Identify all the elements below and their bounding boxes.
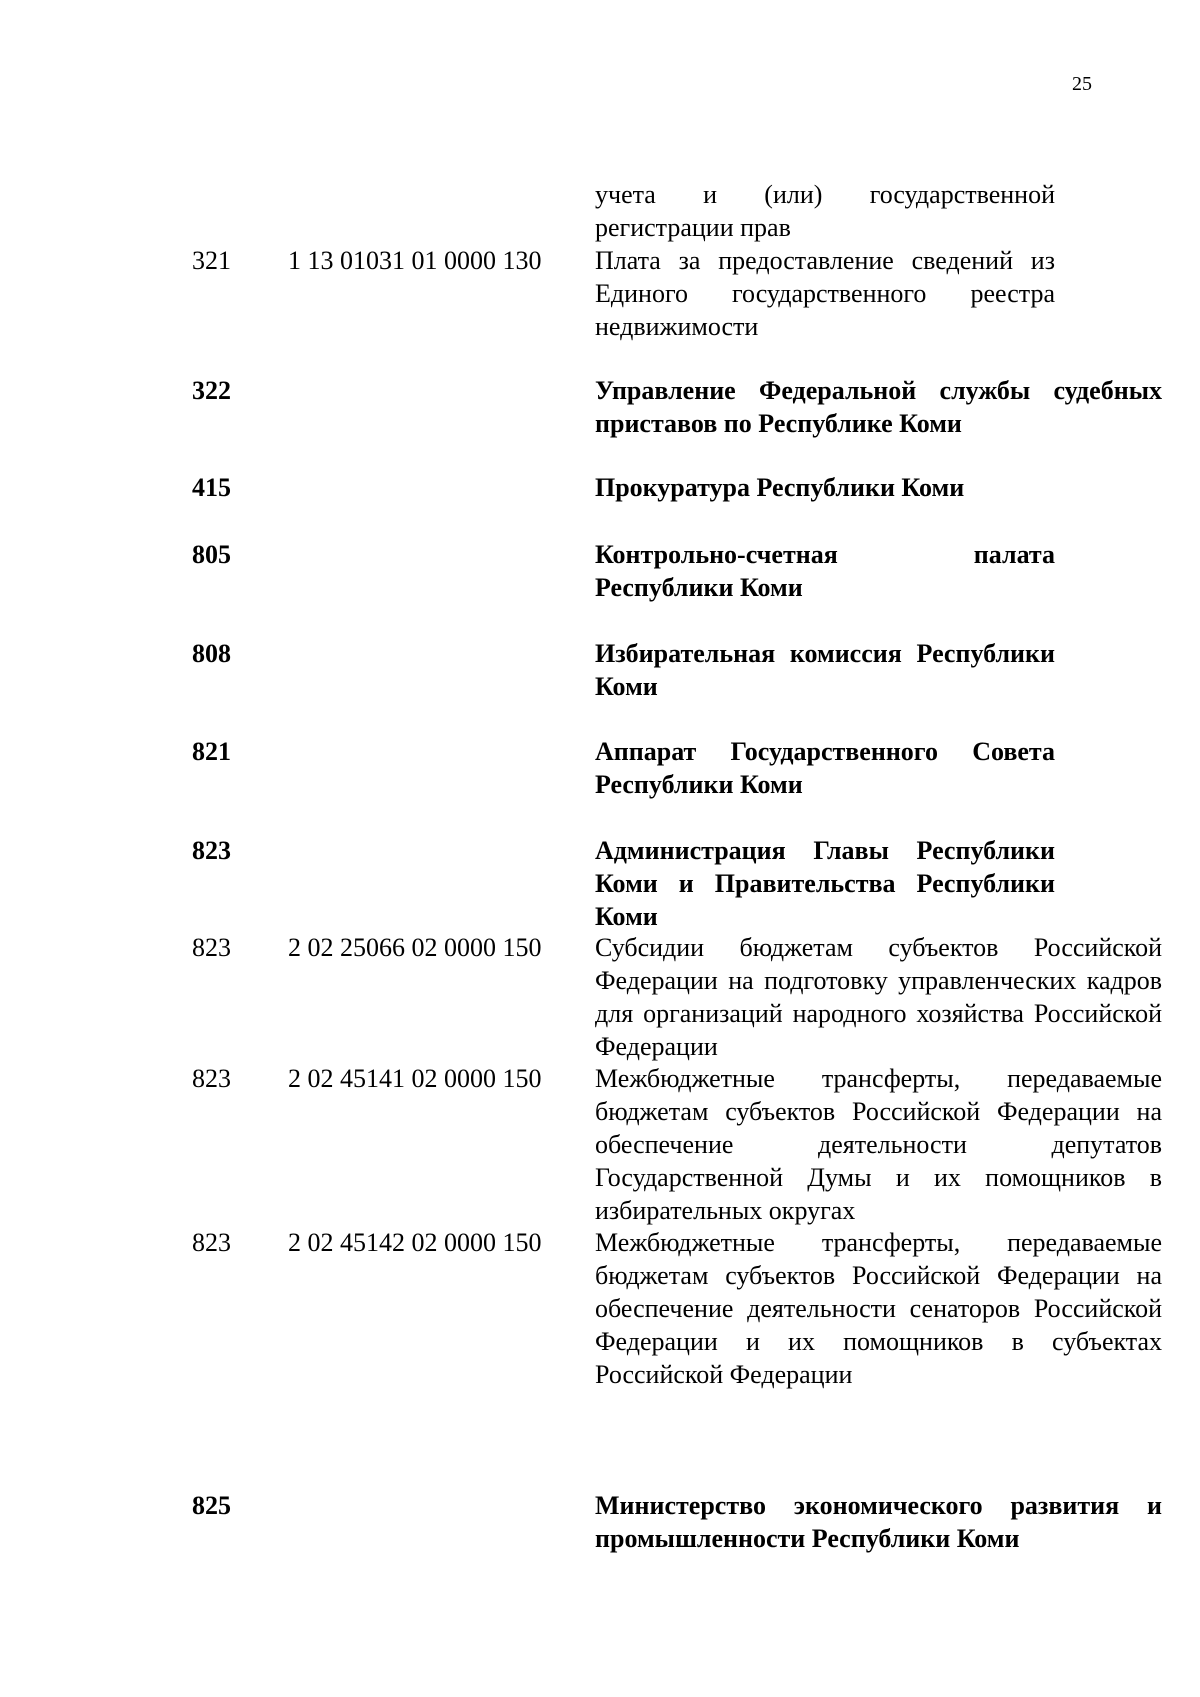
row-name: Субсидии бюджетам субъектов Российской Федерации на подготовку управленческих кадров для организаций народного хозяйства Российской Федерации (595, 933, 1162, 1061)
row-name: Прокуратура Республики Коми (595, 473, 965, 502)
row-admin-code: 821 (192, 737, 231, 766)
row-name: Аппарат Государственного Совета Республики Коми (595, 737, 1055, 799)
row-revenue-code: 1 13 01031 01 0000 130 (288, 246, 542, 275)
row-admin-code: 823 (192, 1228, 231, 1257)
row-admin-code: 805 (192, 540, 231, 569)
row-admin-code: 823 (192, 933, 231, 962)
row-name: Избирательная комиссия Республики Коми (595, 639, 1055, 701)
row-name: Управление Федеральной службы судебных приставов по Республике Коми (595, 376, 1162, 438)
row-name: учета и (или) государственной регистрации прав (595, 180, 1055, 242)
row-name: Министерство экономического развития и промышленности Республики Коми (595, 1491, 1162, 1553)
page-number: 25 (1072, 73, 1092, 95)
row-admin-code: 321 (192, 246, 231, 275)
row-admin-code: 322 (192, 376, 231, 405)
row-admin-code: 808 (192, 639, 231, 668)
row-name: Плата за предоставление сведений из Единого государственного реестра недвижимости (595, 246, 1055, 341)
row-name: Администрация Главы Республики Коми и Правительства Республики Коми (595, 836, 1055, 931)
row-name: Межбюджетные трансферты, передаваемые бюджетам субъектов Российской Федерации на обеспечение деятельности сенаторов Российской Федерации и их помощников в субъектах Российской Федерации (595, 1228, 1162, 1389)
row-admin-code: 825 (192, 1491, 231, 1520)
row-revenue-code: 2 02 45142 02 0000 150 (288, 1228, 542, 1257)
row-admin-code: 823 (192, 836, 231, 865)
row-revenue-code: 2 02 25066 02 0000 150 (288, 933, 542, 962)
row-revenue-code: 2 02 45141 02 0000 150 (288, 1064, 542, 1093)
row-admin-code: 415 (192, 473, 231, 502)
row-name: Контрольно-счетная палата Республики Коми (595, 540, 1055, 602)
row-name: Межбюджетные трансферты, передаваемые бюджетам субъектов Российской Федерации на обеспечение деятельности депутатов Государственной Думы и их помощников в избирательных округах (595, 1064, 1162, 1225)
row-admin-code: 823 (192, 1064, 231, 1093)
